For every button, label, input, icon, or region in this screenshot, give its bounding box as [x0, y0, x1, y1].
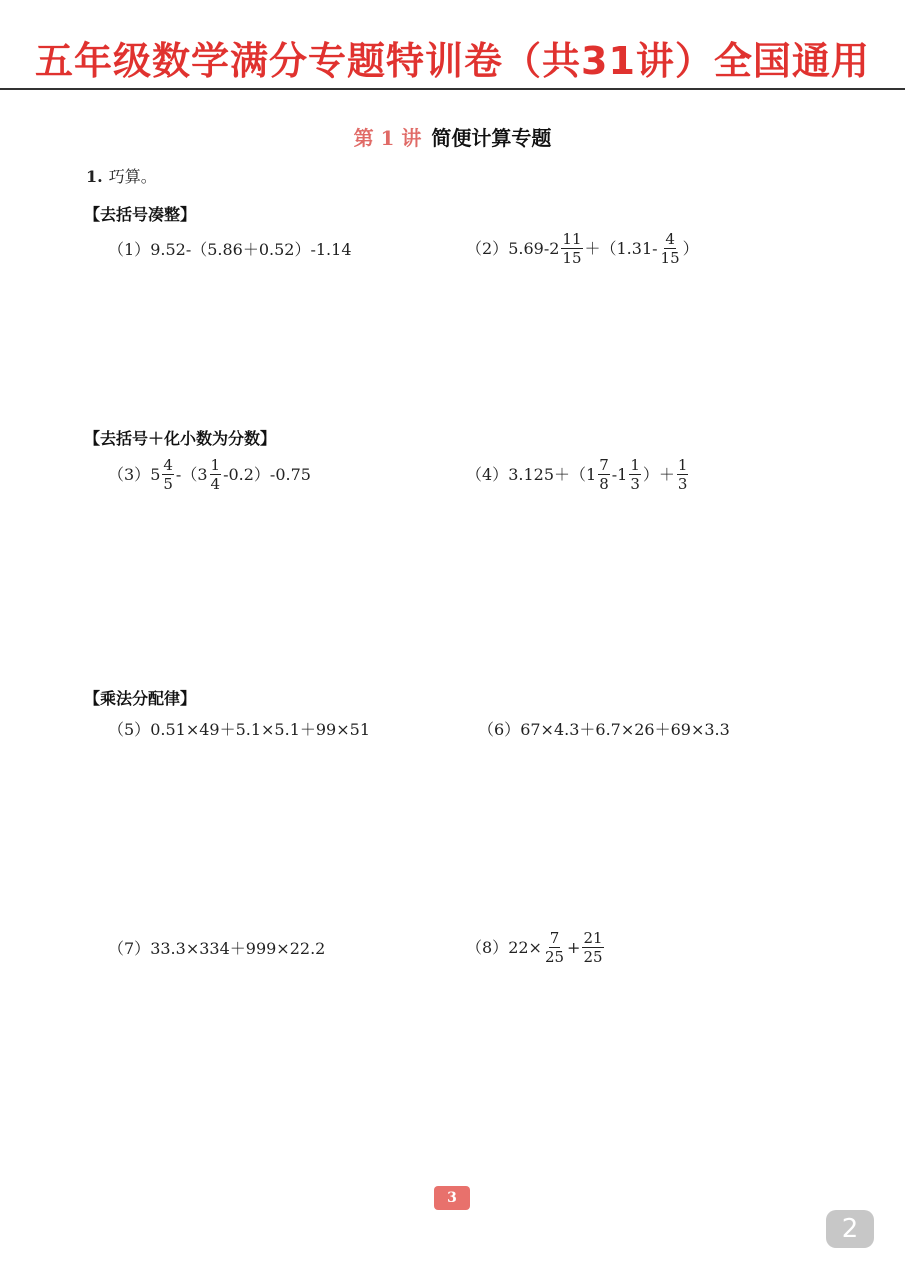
problem-3-fraction-1 — [162, 456, 174, 493]
corner-page-badge: 2 — [826, 1210, 874, 1248]
problem-2-part-c: ） — [682, 238, 699, 258]
fraction-numerator: 1 — [677, 456, 688, 474]
question-number: 1. — [86, 167, 103, 186]
problem-2-fraction-2 — [660, 230, 681, 267]
problem-3-part-a: 5 — [150, 464, 161, 484]
problem-4-fraction-2 — [629, 456, 641, 493]
problem-4-fraction-3 — [677, 456, 689, 493]
lecture-heading — [0, 122, 905, 151]
problem-2-index: （2） — [466, 238, 509, 258]
problem-2-part-a: 5.69-2 — [508, 238, 560, 258]
problem-5-index: （5） — [108, 720, 151, 739]
header-banner — [0, 0, 905, 90]
fraction-numerator: 7 — [549, 929, 560, 947]
fraction-denominator: 15 — [660, 249, 680, 267]
problem-8-index: （8） — [466, 937, 509, 957]
fraction-numerator: 11 — [562, 230, 582, 248]
problem-1-index: （1） — [108, 240, 151, 259]
fraction-denominator: 8 — [599, 475, 609, 493]
problem-4-fraction-1 — [598, 456, 610, 493]
problem-3-part-b: -（3 — [175, 464, 208, 484]
problem-2-part-b: ＋（1.31- — [584, 238, 658, 258]
problem-7-index: （7） — [108, 939, 151, 958]
problem-7 — [108, 939, 325, 959]
lecture-topic: 简便计算专题 — [431, 126, 552, 150]
fraction-numerator: 1 — [630, 456, 640, 474]
problem-6-index: （6） — [478, 720, 521, 739]
question-heading — [86, 164, 157, 187]
problem-8-fraction-2 — [582, 929, 603, 966]
fraction-numerator: 1 — [210, 456, 221, 474]
problem-1 — [108, 240, 352, 260]
section-label-2: 【去括号＋化小数为分数】 — [84, 429, 277, 448]
problem-5 — [108, 720, 370, 740]
fraction-denominator: 3 — [630, 475, 640, 493]
section-label-3: 【乘法分配律】 — [84, 689, 197, 708]
problem-3-part-c: -0.2）-0.75 — [223, 464, 311, 484]
problem-3-fraction-2 — [210, 456, 222, 493]
problem-8-fraction-1 — [544, 929, 565, 966]
fraction-denominator: 25 — [544, 948, 565, 966]
fraction-denominator: 25 — [583, 948, 603, 966]
question-text: 巧算。 — [108, 167, 157, 186]
problem-2-fraction-1 — [561, 230, 582, 267]
problem-8-part-a: 22× — [508, 937, 542, 957]
problem-3-index: （3） — [108, 464, 151, 484]
problem-1-expression: 9.52-（5.86＋0.52）-1.14 — [150, 240, 352, 259]
banner-title: 五年级数学满分专题特训卷（共31讲）全国通用 — [35, 39, 870, 83]
problem-8 — [466, 929, 606, 966]
problem-3 — [108, 456, 311, 493]
problem-4-part-c: ）＋ — [642, 464, 675, 484]
problem-4-part-a: 3.125＋（1 — [508, 464, 597, 484]
fraction-denominator: 5 — [163, 475, 173, 493]
fraction-numerator: 7 — [599, 456, 609, 474]
fraction-denominator: 15 — [562, 249, 582, 267]
problem-6-expression: 67×4.3＋6.7×26＋69×3.3 — [520, 720, 730, 739]
fraction-numerator: 21 — [583, 929, 603, 947]
page-number-badge: 3 — [434, 1186, 470, 1210]
problem-4-index: （4） — [466, 464, 509, 484]
problem-8-part-b: + — [567, 937, 581, 957]
section-label-1: 【去括号凑整】 — [84, 205, 197, 224]
fraction-numerator: 4 — [665, 230, 675, 248]
problem-2 — [466, 230, 699, 267]
problem-5-expression: 0.51×49＋5.1×5.1＋99×51 — [150, 720, 371, 739]
problem-6 — [478, 720, 730, 740]
fraction-denominator: 3 — [677, 475, 688, 493]
fraction-denominator: 4 — [210, 475, 221, 493]
lecture-number: 第 1 讲 — [353, 126, 422, 150]
problem-7-expression: 33.3×334＋999×22.2 — [150, 939, 326, 958]
problem-4-part-b: -1 — [611, 464, 628, 484]
fraction-numerator: 4 — [163, 456, 173, 474]
problem-4 — [466, 456, 690, 493]
